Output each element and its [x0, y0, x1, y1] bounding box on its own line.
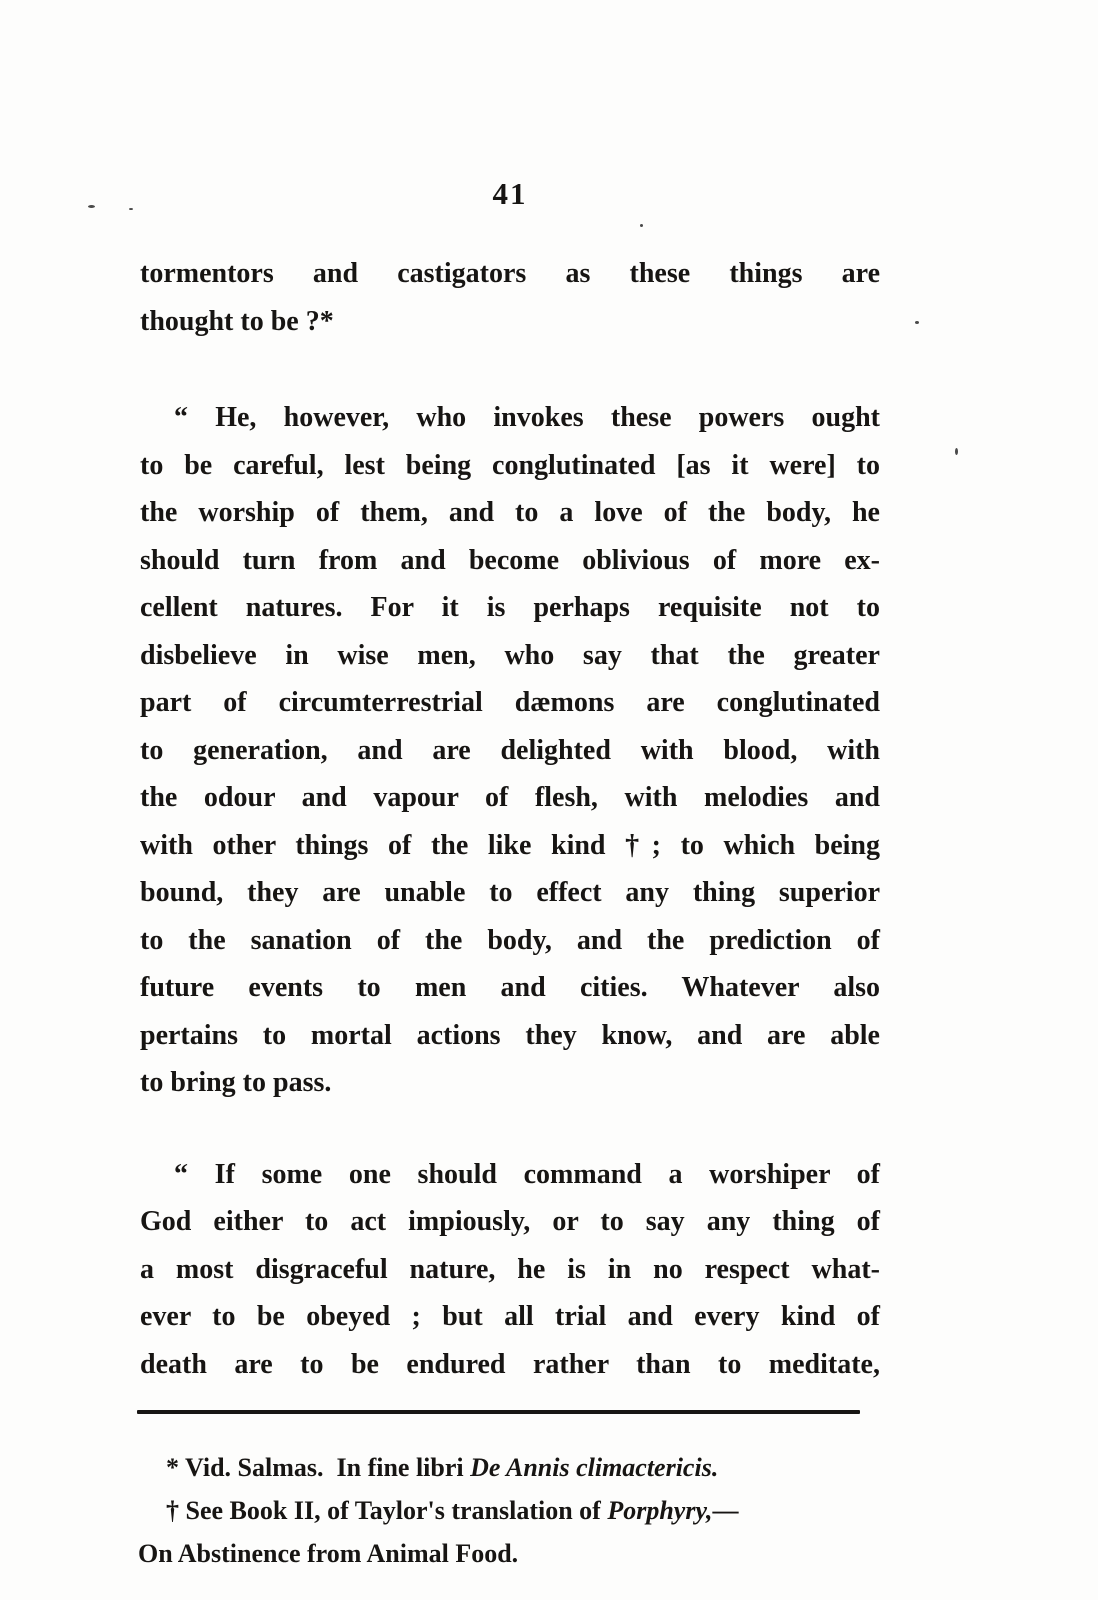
- text-line: bound, they are unable to effect any thing superior: [140, 877, 880, 908]
- footnote-1: [138, 1446, 888, 1489]
- scan-speck: [640, 224, 643, 227]
- text-line: tormentors and castigators as these things are: [140, 258, 880, 289]
- footnote-2-line-1: [138, 1489, 888, 1532]
- footnote-separator-rule: [137, 1410, 860, 1414]
- text-line: pertains to mortal actions they know, and are able: [140, 1019, 880, 1051]
- footnote-2-italic-title: Porphyry,: [607, 1496, 713, 1525]
- footnote-2-text: † See Book II, of Taylor's translation of: [166, 1496, 608, 1525]
- text-line: with other things of the like kind †; to which being: [140, 829, 880, 861]
- text-line: should turn from and become oblivious of more ex-: [140, 544, 880, 576]
- scan-speck: [129, 208, 133, 210]
- text-line: to be careful, lest being conglutinated [as it were] to: [140, 449, 880, 481]
- text-line: “ He, however, who invokes these powers ought: [174, 402, 880, 433]
- text-line: the worship of them, and to a love of the body, he: [140, 497, 880, 528]
- paragraph-3: [140, 1151, 880, 1389]
- text-line: to bring to pass.: [140, 1067, 332, 1098]
- text-line: thought to be ?*: [140, 305, 334, 337]
- text-block: [140, 250, 880, 1388]
- text-line: death are to be endured rather than to meditate,: [140, 1348, 880, 1380]
- text-line: the odour and vapour of flesh, with melodies and: [140, 782, 880, 813]
- scan-speck: [915, 321, 919, 324]
- text-line: future events to men and cities. Whatever also: [140, 972, 880, 1003]
- footnote-1-text: * Vid. Salmas. In fine libri: [166, 1453, 471, 1482]
- text-line: to generation, and are delighted with blood, with: [140, 734, 880, 766]
- scan-speck: [88, 205, 95, 208]
- text-line: a most disgraceful nature, he is in no respect what-: [140, 1253, 880, 1285]
- text-line: to the sanation of the body, and the prediction of: [140, 924, 880, 956]
- paragraph-2: [140, 394, 880, 1107]
- text-line: ever to be obeyed ; but all trial and every kind of: [140, 1301, 880, 1332]
- text-line: “ If some one should command a worshiper of: [174, 1158, 880, 1190]
- footnote-1-italic-title: De Annis climactericis.: [470, 1453, 719, 1482]
- text-line: God either to act impiously, or to say any thing of: [140, 1206, 880, 1237]
- text-line: cellent natures. For it is perhaps requisite not to: [140, 592, 880, 623]
- scan-speck: [955, 448, 958, 455]
- paragraph-1: [140, 250, 880, 345]
- footnote-2-dash: —: [712, 1496, 739, 1525]
- footnote-2-line-2: On Abstinence from Animal Food.: [138, 1539, 519, 1568]
- text-line: disbelieve in wise men, who say that the greater: [140, 639, 880, 671]
- text-line: part of circumterrestrial dæmons are conglutinated: [140, 687, 880, 718]
- footnotes-block: [138, 1446, 888, 1575]
- page-number: 41: [492, 176, 528, 211]
